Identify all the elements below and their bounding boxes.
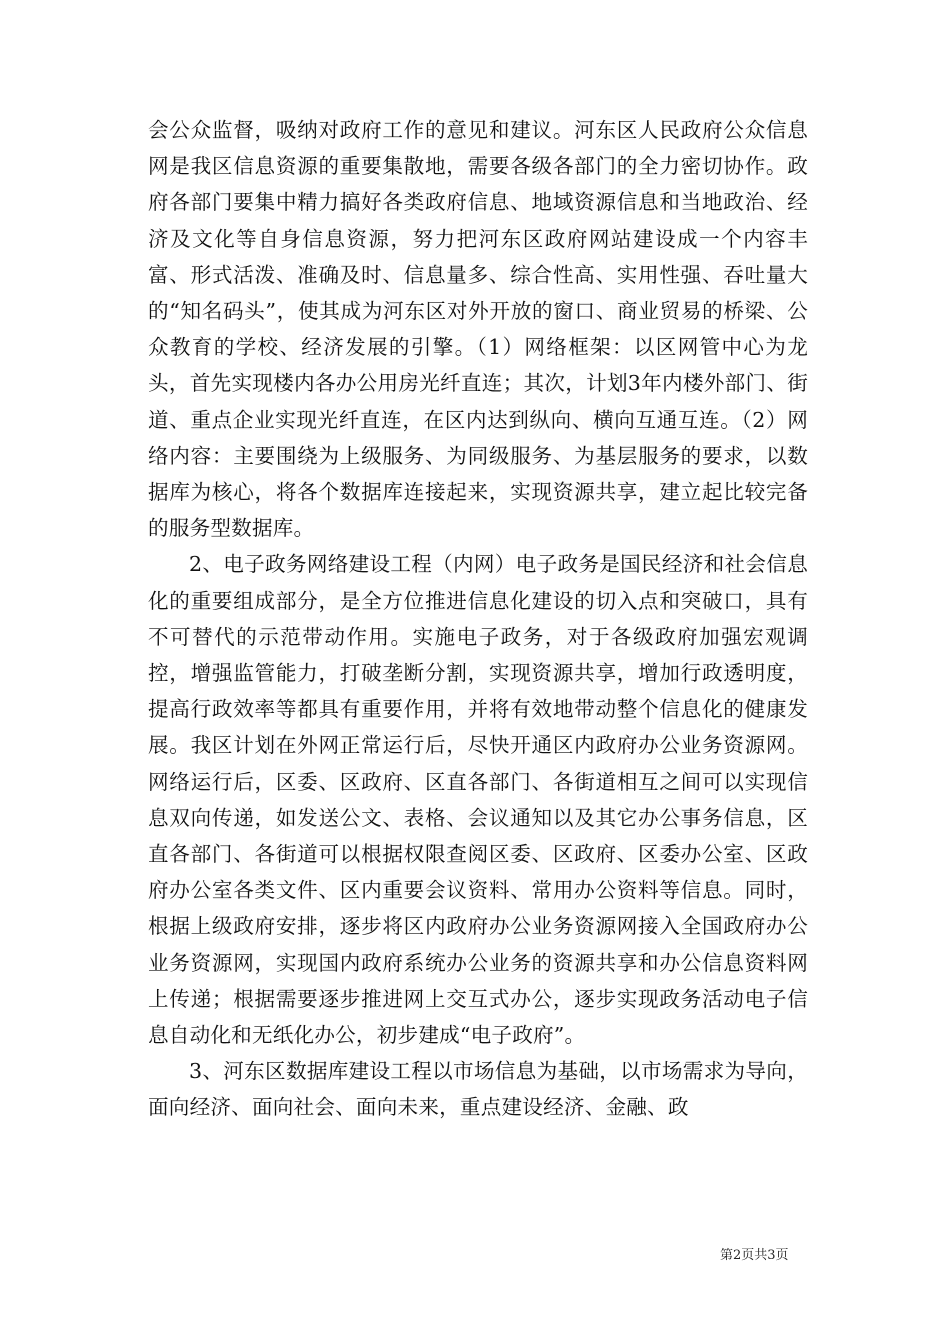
paragraph-continued: 会公众监督，吸纳对政府工作的意见和建议。河东区人民政府公众信息网是我区信息资源的重要集散地，需要各级各部门的全力密切协作。政府各部门要集中精力搞好各类政府信息、地域资源信息和当地政治、经济及文化等自身信息资源，努力把河东区政府网站建设成一个内容丰富、形式活泼、准确及时、信息量多、综合性高、实用性强、吞吐量大的“知名码头”，使其成为河东区对外开放的窗口、商业贸易的桥梁、公众教育的学校、经济发展的引擎。（1）网络框架：以区网管中心为龙头，首先实现楼内各办公用房光纤直连；其次，计划3年内楼外部门、街道、重点企业实现光纤直连，在区内达到纵向、横向互通互连。（2）网络内容：主要围绕为上级服务、为同级服务、为基层服务的要求，以数据库为核心，将各个数据库连接起来，实现资源共享，建立起比较完备的服务型数据库。: [148, 118, 808, 541]
paragraph-database-project: 3、河东区数据库建设工程以市场信息为基础，以市场需求为导向，面向经济、面向社会、面向未来，重点建设经济、金融、政: [148, 1059, 808, 1120]
page-number-footer: 第2页共3页: [720, 1248, 789, 1263]
paragraph-e-government-network: 2、电子政务网络建设工程（内网）电子政务是国民经济和社会信息化的重要组成部分，是全方位推进信息化建设的切入点和突破口，具有不可替代的示范带动作用。实施电子政务，对于各级政府加强宏观调控，增强监管能力，打破垄断分割，实现资源共享，增加行政透明度，提高行政效率等都具有重要作用，并将有效地带动整个信息化的健康发展。我区计划在外网正常运行后，尽快开通区内政府办公业务资源网。网络运行后，区委、区政府、区直各部门、各街道相互之间可以实现信息双向传递，如发送公文、表格、会议通知以及其它办公事务信息，区直各部门、各街道可以根据权限查阅区委、区政府、区委办公室、区政府办公室各类文件、区内重要会议资料、常用办公资料等信息。同时，根据上级政府安排，逐步将区内政府办公业务资源网接入全国政府办公业务资源网，实现国内政府系统办公业务的资源共享和办公信息资料网上传递；根据需要逐步推进网上交互式办公，逐步实现政务活动电子信息自动化和无纸化办公，初步建成“电子政府”。: [148, 552, 808, 1048]
document-body: [148, 112, 808, 1126]
